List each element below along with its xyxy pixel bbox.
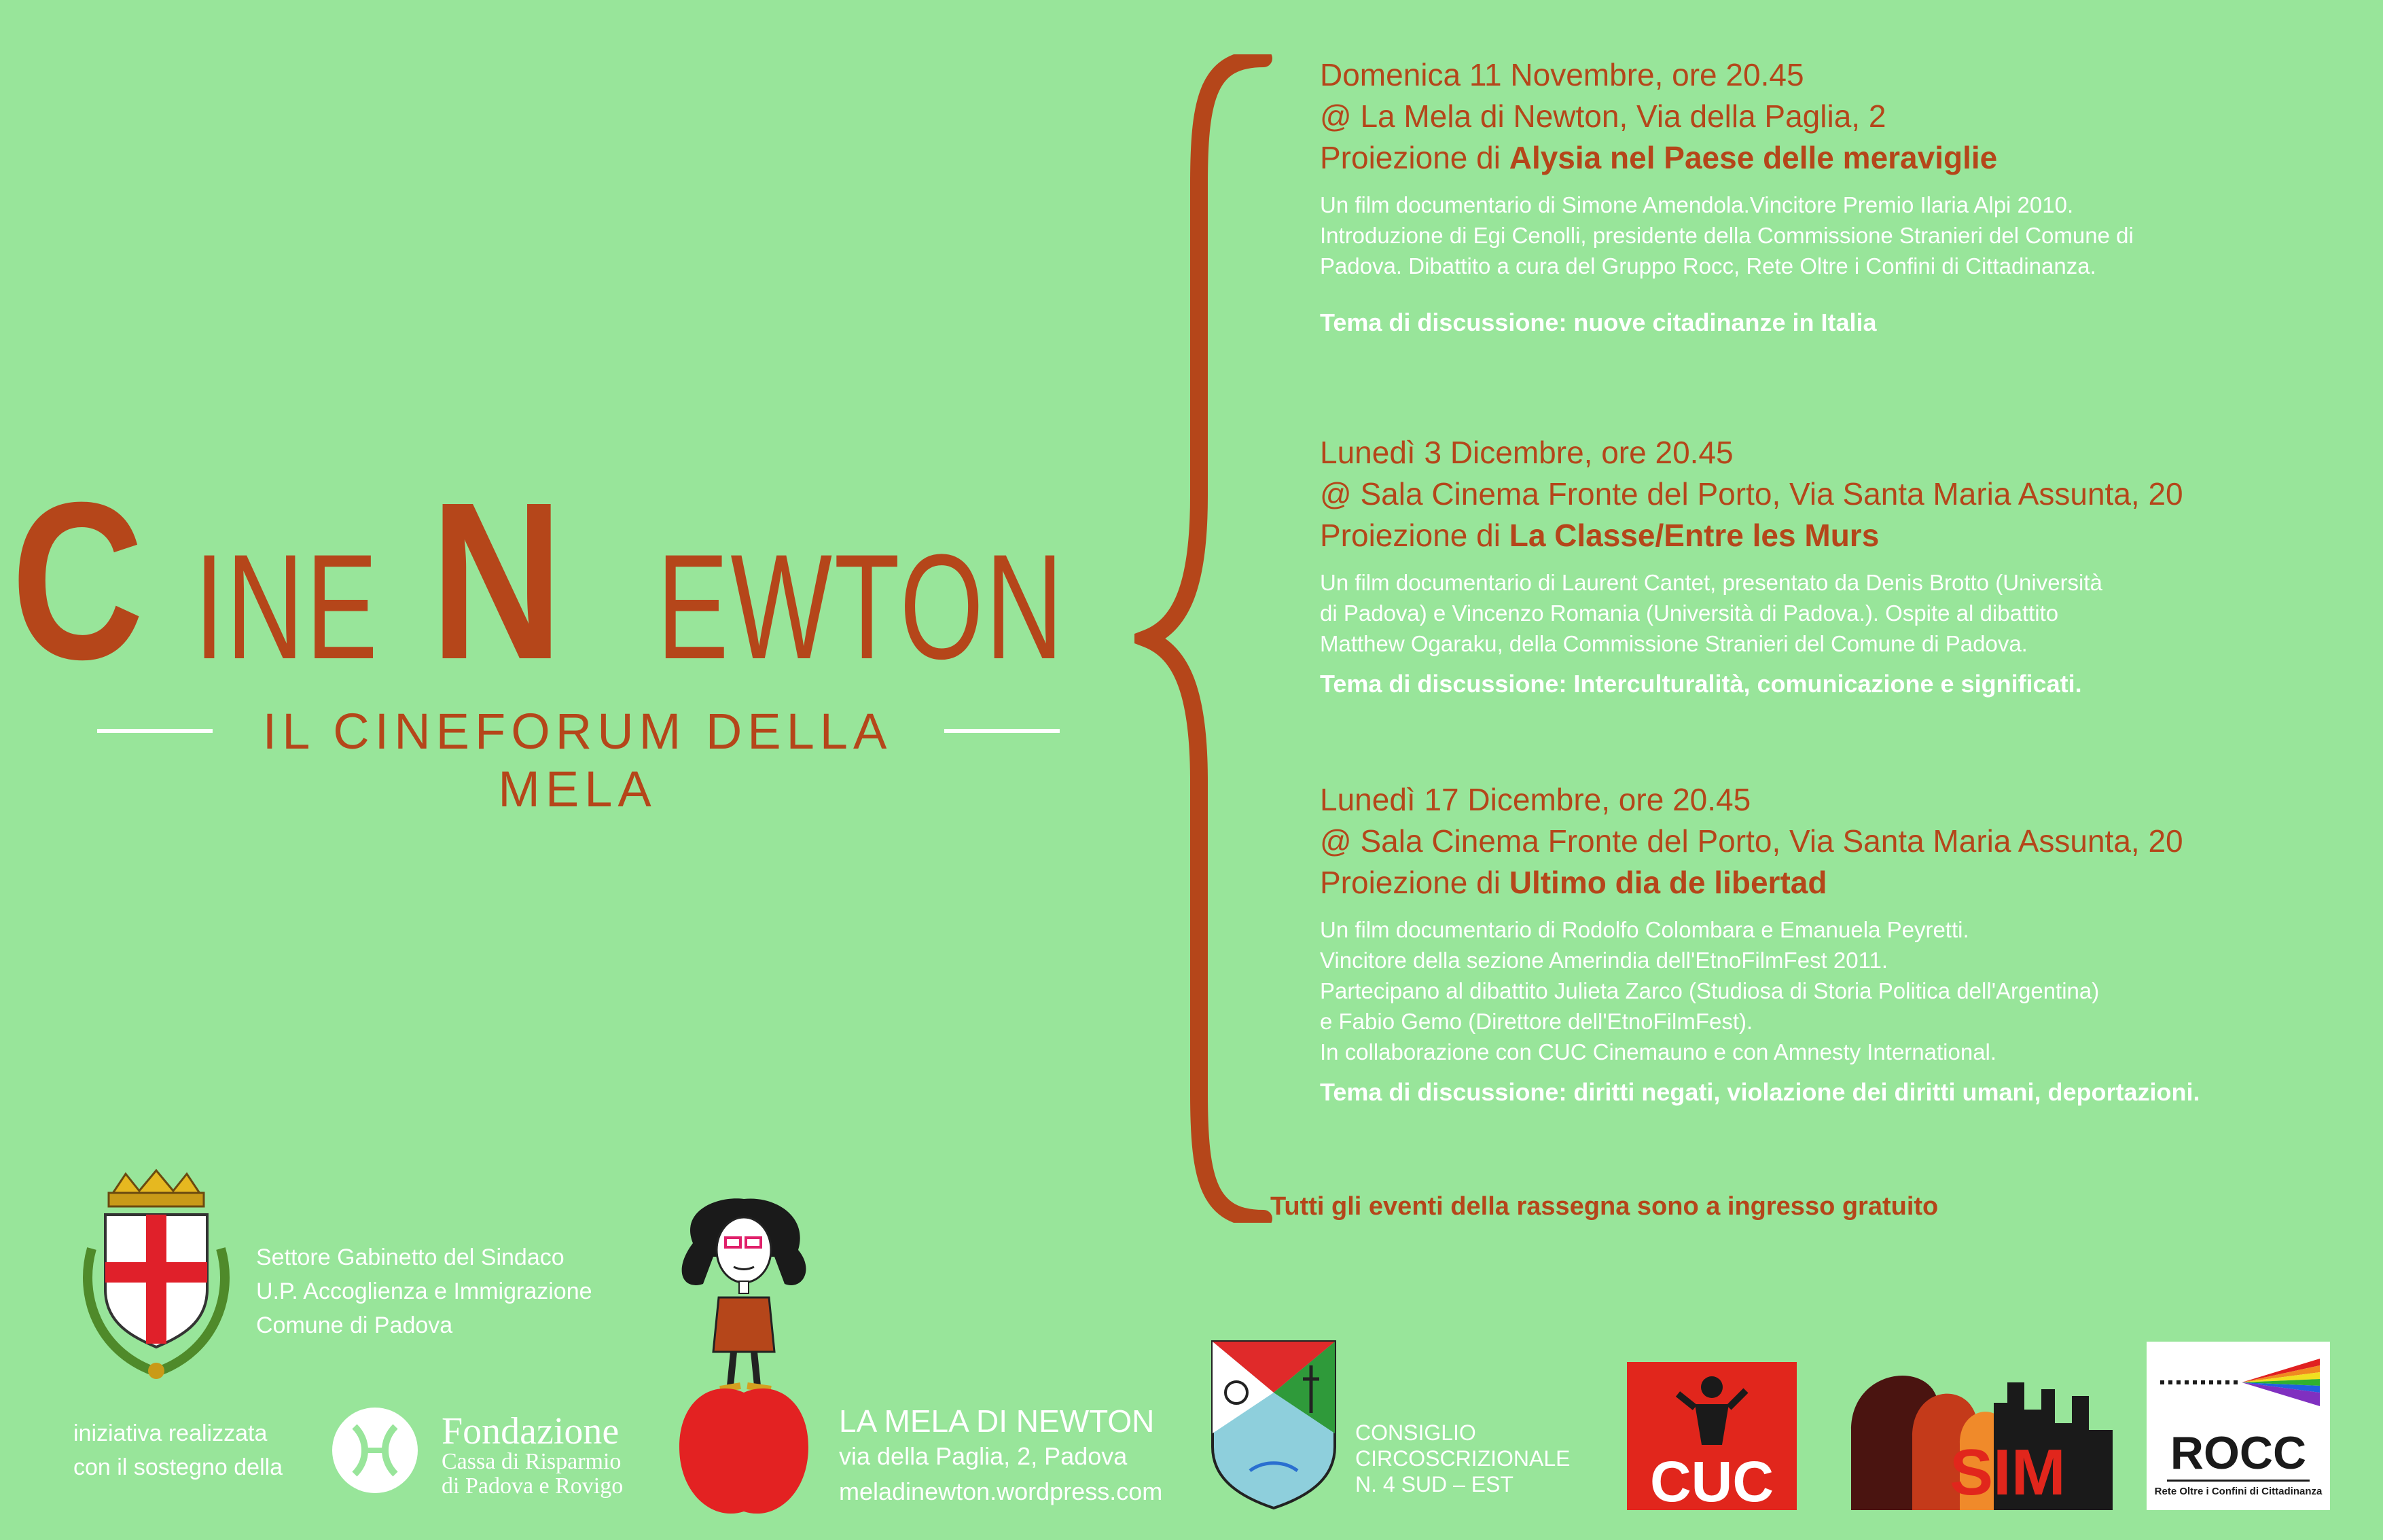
free-entry-note: Tutti gli eventi della rassegna sono a ingresso gratuito [1270,1192,1939,1221]
event-tema: Tema di discussione: diritti negati, violazione dei diritti umani, deportazioni. [1320,1078,2200,1106]
rocc-logo-text: ROCC [2170,1427,2307,1479]
cuc-figure-icon [1668,1370,1756,1458]
mela-address: via della Paglia, 2, Padova [839,1442,1128,1470]
title-letter-c: C [11,455,144,706]
event-venue: @ Sala Cinema Fronte del Porto, Via Santa Maria Assunta, 20 [1320,476,2183,512]
cuc-logo-text: CUC [1650,1450,1774,1514]
description-line: Vincitore della sezione Amerindia dell'EtnoFilmFest 2011. [1320,948,1888,973]
sim-logo-text: SIM [1950,1436,2066,1509]
fondazione-sub-line: di Padova e Rovigo [442,1473,624,1499]
settore-line: Settore Gabinetto del Sindaco [256,1244,565,1270]
page-title [11,455,1066,706]
event-date: Lunedì 17 Dicembre, ore 20.45 [1320,782,1751,817]
page-subtitle: IL CINEFORUM DELLA MELA [262,703,893,817]
settore-line: U.P. Accoglienza e Immigrazione [256,1278,592,1304]
description-line: Introduzione di Egi Cenolli, presidente della Commissione Stranieri del Comune di [1320,223,2134,248]
film-title: Alysia nel Paese delle meraviglie [1509,140,1998,175]
rocc-logo [2147,1342,2330,1510]
fondazione-subtitle [442,1450,623,1499]
event-date: Lunedì 3 Dicembre, ore 20.45 [1320,435,1734,470]
settore-line: Comune di Padova [256,1312,453,1338]
event-projection [1320,137,2312,179]
projection-prefix: Proiezione di [1320,865,1509,900]
event-venue: @ La Mela di Newton, Via della Paglia, 2 [1320,99,1886,134]
iniziativa-line: iniziativa realizzata [73,1420,268,1446]
iniziativa-text [73,1416,283,1484]
consiglio-line: CIRCOSCRIZIONALE [1355,1446,1571,1471]
cuc-logo [1627,1362,1797,1514]
title-letter-n: N [430,455,563,706]
description-line: Padova. Dibattito a cura del Gruppo Rocc, Rete Oltre i Confini di Cittadinanza. [1320,253,2096,279]
description-line: Un film documentario di Rodolfo Colombara e Emanuela Peyretti. [1320,917,1969,942]
event-description [1320,914,2312,1067]
description-line: In collaborazione con CUC Cinemauno e con Amnesty International. [1320,1039,1997,1064]
rocc-divider [2167,1480,2310,1482]
mela-title: LA MELA DI NEWTON [839,1403,1155,1439]
event-venue: @ Sala Cinema Fronte del Porto, Via Santa Maria Assunta, 20 [1320,823,2183,859]
event-projection [1320,862,2312,903]
mela-details [839,1439,1162,1509]
consiglio-text [1355,1420,1570,1497]
event-description [1320,567,2312,659]
rocc-rainbow-icon [2153,1355,2323,1410]
event-3 [1320,779,2312,1107]
description-line: Un film documentario di Simone Amendola.Vincitore Premio Ilaria Alpi 2010. [1320,192,2074,217]
sim-logo [1838,1348,2113,1510]
event-2 [1320,432,2312,698]
description-line: Un film documentario di Laurent Cantet, presentato da Denis Brotto (Università [1320,570,2102,595]
fondazione-logo-icon [331,1406,419,1494]
newton-apple-illustration [673,1196,815,1522]
description-line: Matthew Ogaraku, della Commissione Stranieri del Comune di Padova. [1320,631,2028,656]
consiglio-line: N. 4 SUD – EST [1355,1472,1513,1497]
film-title: Ultimo dia de libertad [1509,865,1827,900]
description-line: e Fabio Gemo (Direttore dell'EtnoFilmFest). [1320,1009,1753,1034]
mela-website: meladinewton.wordpress.com [839,1478,1163,1505]
title-part-ine: INE [194,523,380,690]
projection-prefix: Proiezione di [1320,140,1509,175]
iniziativa-line: con il sostegno della [73,1454,283,1480]
film-title: La Classe/Entre les Murs [1509,518,1880,553]
title-part-ewton: EWTON [657,523,1066,690]
description-line: di Padova) e Vincenzo Romania (Università di Padova.). Ospite al dibattito [1320,601,2059,626]
rocc-logo-subtitle: Rete Oltre i Confini di Cittadinanza [2154,1486,2323,1497]
event-date: Domenica 11 Novembre, ore 20.45 [1320,57,1804,92]
settore-text [256,1240,592,1342]
event-description [1320,190,2312,281]
fondazione-title: Fondazione [442,1410,620,1452]
subtitle-rule-left [97,729,213,733]
event-tema: Tema di discussione: Interculturalità, comunicazione e significati. [1320,670,2082,698]
padova-crest-icon [71,1167,241,1384]
projection-prefix: Proiezione di [1320,518,1509,553]
curly-brace [1134,54,1277,1223]
fondazione-sub-line: Cassa di Risparmio [442,1449,622,1474]
event-projection [1320,515,2312,556]
description-line: Partecipano al dibattito Julieta Zarco (Studiosa di Storia Politica dell'Argentina) [1320,978,2100,1003]
subtitle-rule-right [944,729,1060,733]
event-tema: Tema di discussione: nuove citadinanze in Italia [1320,308,1877,336]
event-1 [1320,54,2312,337]
consiglio-line: CONSIGLIO [1355,1420,1476,1445]
consiglio-crest-icon [1209,1338,1338,1511]
